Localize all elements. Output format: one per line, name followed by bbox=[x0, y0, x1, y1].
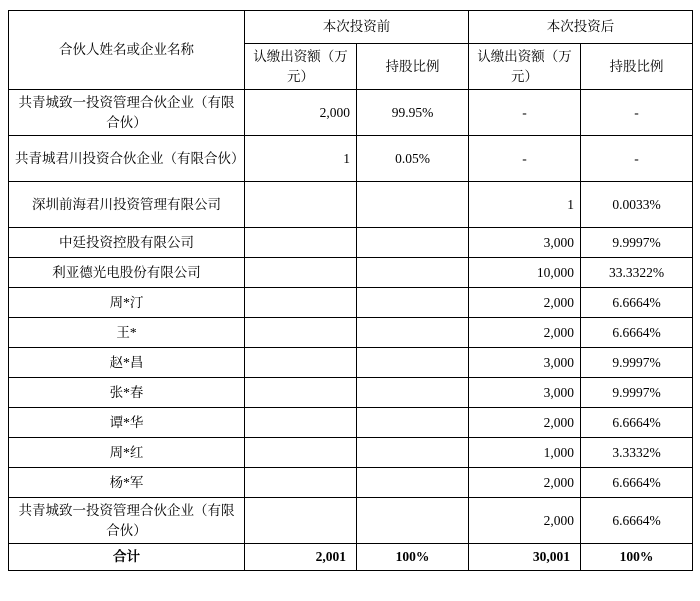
table-row bbox=[9, 438, 693, 468]
header-after-ratio: 持股比例 bbox=[581, 44, 693, 90]
cell-partner-name: 杨*军 bbox=[9, 468, 245, 498]
cell-partner-name: 赵*昌 bbox=[9, 348, 245, 378]
table-row bbox=[9, 318, 693, 348]
cell-after-ratio: 33.3322% bbox=[581, 258, 693, 288]
cell-before-amount bbox=[245, 378, 357, 408]
table-row bbox=[9, 378, 693, 408]
cell-partner-name: 张*春 bbox=[9, 378, 245, 408]
cell-partner-name: 周*汀 bbox=[9, 288, 245, 318]
cell-after-ratio: - bbox=[581, 90, 693, 136]
table-row bbox=[9, 136, 693, 182]
cell-before-amount bbox=[245, 258, 357, 288]
cell-before-amount bbox=[245, 182, 357, 228]
cell-after-amount: 3,000 bbox=[469, 348, 581, 378]
cell-before-ratio bbox=[357, 498, 469, 544]
cell-before-ratio bbox=[357, 378, 469, 408]
cell-before-amount: 2,000 bbox=[245, 90, 357, 136]
cell-partner-name: 共青城致一投资管理合伙企业（有限合伙） bbox=[9, 90, 245, 136]
total-label: 合计 bbox=[9, 544, 245, 571]
cell-after-ratio: 0.0033% bbox=[581, 182, 693, 228]
table-row bbox=[9, 90, 693, 136]
table-row bbox=[9, 348, 693, 378]
header-partner-name: 合伙人姓名或企业名称 bbox=[9, 11, 245, 90]
cell-before-amount bbox=[245, 468, 357, 498]
cell-before-ratio: 0.05% bbox=[357, 136, 469, 182]
cell-partner-name: 王* bbox=[9, 318, 245, 348]
total-after-amount: 30,001 bbox=[469, 544, 581, 571]
cell-before-ratio bbox=[357, 182, 469, 228]
cell-before-ratio bbox=[357, 228, 469, 258]
cell-after-ratio: 6.6664% bbox=[581, 318, 693, 348]
cell-after-ratio: 6.6664% bbox=[581, 468, 693, 498]
table-row-total bbox=[9, 544, 693, 571]
cell-before-ratio bbox=[357, 438, 469, 468]
cell-partner-name: 共青城君川投资合伙企业（有限合伙） bbox=[9, 136, 245, 182]
cell-after-ratio: - bbox=[581, 136, 693, 182]
cell-before-amount bbox=[245, 498, 357, 544]
cell-after-ratio: 3.3332% bbox=[581, 438, 693, 468]
table-row bbox=[9, 498, 693, 544]
cell-after-ratio: 6.6664% bbox=[581, 498, 693, 544]
cell-after-amount: 2,000 bbox=[469, 468, 581, 498]
cell-after-amount: 3,000 bbox=[469, 228, 581, 258]
cell-before-ratio bbox=[357, 348, 469, 378]
cell-after-ratio: 9.9997% bbox=[581, 378, 693, 408]
total-before-ratio: 100% bbox=[357, 544, 469, 571]
header-before-amount: 认缴出资额（万元） bbox=[245, 44, 357, 90]
cell-partner-name: 共青城致一投资管理合伙企业（有限合伙） bbox=[9, 498, 245, 544]
header-group-before: 本次投资前 bbox=[245, 11, 469, 44]
table-footer bbox=[9, 544, 693, 571]
cell-before-ratio: 99.95% bbox=[357, 90, 469, 136]
cell-before-ratio bbox=[357, 258, 469, 288]
header-group-after: 本次投资后 bbox=[469, 11, 693, 44]
cell-after-amount: 3,000 bbox=[469, 378, 581, 408]
table-row bbox=[9, 408, 693, 438]
cell-before-amount bbox=[245, 408, 357, 438]
cell-partner-name: 谭*华 bbox=[9, 408, 245, 438]
table-row bbox=[9, 288, 693, 318]
total-before-amount: 2,001 bbox=[245, 544, 357, 571]
cell-after-ratio: 9.9997% bbox=[581, 348, 693, 378]
cell-before-amount bbox=[245, 288, 357, 318]
cell-before-ratio bbox=[357, 288, 469, 318]
cell-after-ratio: 6.6664% bbox=[581, 288, 693, 318]
cell-after-amount: 10,000 bbox=[469, 258, 581, 288]
table-header bbox=[9, 11, 693, 90]
header-row-groups bbox=[9, 11, 693, 44]
cell-before-amount bbox=[245, 438, 357, 468]
cell-after-ratio: 6.6664% bbox=[581, 408, 693, 438]
table-row bbox=[9, 228, 693, 258]
cell-before-amount: 1 bbox=[245, 136, 357, 182]
cell-partner-name: 中廷投资控股有限公司 bbox=[9, 228, 245, 258]
table-row bbox=[9, 182, 693, 228]
cell-after-amount: 1 bbox=[469, 182, 581, 228]
equity-structure-table bbox=[8, 10, 693, 571]
table-row bbox=[9, 468, 693, 498]
table-body bbox=[9, 90, 693, 544]
cell-after-ratio: 9.9997% bbox=[581, 228, 693, 258]
header-after-amount: 认缴出资额（万元） bbox=[469, 44, 581, 90]
cell-partner-name: 周*红 bbox=[9, 438, 245, 468]
header-before-ratio: 持股比例 bbox=[357, 44, 469, 90]
table-row bbox=[9, 258, 693, 288]
cell-partner-name: 深圳前海君川投资管理有限公司 bbox=[9, 182, 245, 228]
cell-after-amount: 1,000 bbox=[469, 438, 581, 468]
cell-after-amount: 2,000 bbox=[469, 498, 581, 544]
cell-after-amount: - bbox=[469, 136, 581, 182]
cell-before-amount bbox=[245, 318, 357, 348]
cell-after-amount: - bbox=[469, 90, 581, 136]
cell-partner-name: 利亚德光电股份有限公司 bbox=[9, 258, 245, 288]
cell-before-ratio bbox=[357, 318, 469, 348]
cell-after-amount: 2,000 bbox=[469, 288, 581, 318]
cell-before-ratio bbox=[357, 468, 469, 498]
cell-after-amount: 2,000 bbox=[469, 408, 581, 438]
cell-after-amount: 2,000 bbox=[469, 318, 581, 348]
total-after-ratio: 100% bbox=[581, 544, 693, 571]
cell-before-amount bbox=[245, 348, 357, 378]
cell-before-ratio bbox=[357, 408, 469, 438]
cell-before-amount bbox=[245, 228, 357, 258]
